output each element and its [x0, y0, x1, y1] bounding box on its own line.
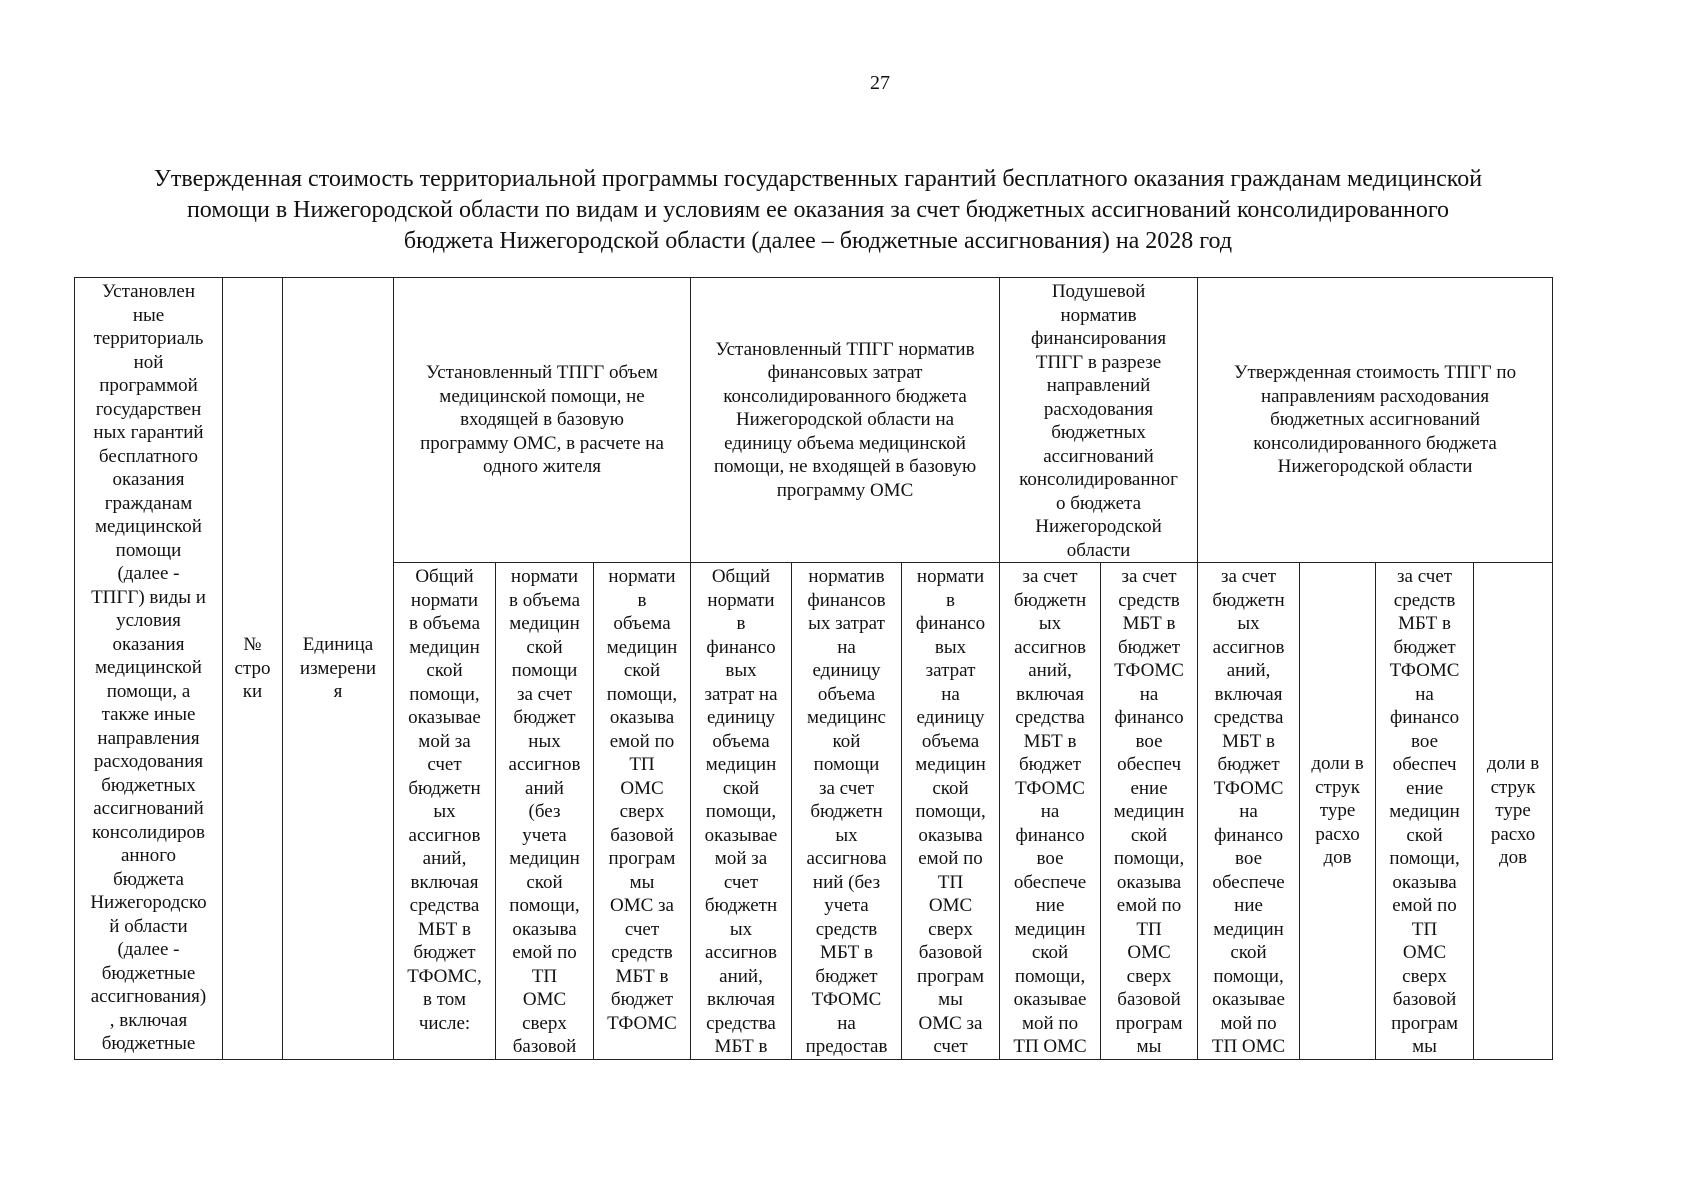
- title-line-3: бюджета Нижегородской области (далее – бюджетные ассигнования) на 2028 год: [403, 228, 1233, 254]
- header-row-number: № стро ки: [223, 278, 283, 1060]
- header-unit: Единица измерени я: [283, 278, 394, 1060]
- header-group-cost: Утвержденная стоимость ТПГГ по направлениям расходования бюджетных ассигнований консолидированного бюджета Нижегородской области: [1198, 278, 1553, 563]
- header-group-norm: Установленный ТПГГ норматив финансовых затрат консолидированного бюджета Нижегородской области на единицу объема медицинской помощи, не входящей в базовую программу ОМС: [691, 278, 1000, 563]
- subheader-cell: за счет средств МБТ в бюджет ТФОМС на финансо вое обеспеч ение медицин ской помощи, оказыва емой по ТП ОМС сверх базовой програм мы: [1101, 563, 1198, 1060]
- subheader-cell: Общий нормати в объема медицин ской помощи, оказывае мой за счет бюджетн ых ассигнов аний, включая средства МБТ в бюджет ТФОМС, в том числе:: [394, 563, 496, 1060]
- budget-table: [74, 277, 1553, 1060]
- header-service-types: Установлен ные территориаль ной программой государствен ных гарантий бесплатного оказания гражданам медицинской помощи (далее - ТПГГ) виды и условия оказания медицинской помощи, а также иные направления расходования бюджетных ассигнований консолидиров анного бюджета Нижегородско й области (далее - бюджетные ассигнования) , включая бюджетные: [75, 278, 223, 1060]
- subheader-cell: нормати в объема медицин ской помощи за счет бюджет ных ассигнов аний (без учета медицин ской помощи, оказыва емой по ТП ОМС сверх базовой: [496, 563, 594, 1060]
- subheader-cell: нормати в финансо вых затрат на единицу объема медицин ской помощи, оказыва емой по ТП ОМС сверх базовой програм мы ОМС за счет: [902, 563, 1000, 1060]
- header-group-volume: Установленный ТПГГ объем медицинской помощи, не входящей в базовую программу ОМС, в расчете на одного жителя: [394, 278, 691, 563]
- page-title: [88, 164, 1548, 257]
- subheader-cell: за счет бюджетн ых ассигнов аний, включая средства МБТ в бюджет ТФОМС на финансо вое обеспече ние медицин ской помощи, оказывае мой по ТП ОМС: [1198, 563, 1300, 1060]
- subheader-cell: за счет бюджетн ых ассигнов аний, включая средства МБТ в бюджет ТФОМС на финансо вое обеспече ние медицин ской помощи, оказывае мой по ТП ОМС: [1000, 563, 1101, 1060]
- page-number: 27: [870, 72, 890, 94]
- header-group-per-capita: Подушевой норматив финансирования ТПГГ в разрезе направлений расходования бюджетных ассигнований консолидированног о бюджета Нижегородской области: [1000, 278, 1198, 563]
- title-line-1: Утвержденная стоимость территориальной программы государственных гарантий бесплатного оказания гражданам медицинской: [153, 166, 1483, 192]
- subheader-cell: нормати в объема медицин ской помощи, оказыва емой по ТП ОМС сверх базовой програм мы ОМС за счет средств МБТ в бюджет ТФОМС: [594, 563, 691, 1060]
- subheader-cell-share: доли в струк туре расхо дов: [1474, 563, 1553, 1060]
- subheader-cell: норматив финансов ых затрат на единицу объема медицинс кой помощи за счет бюджетн ых ассигнова ний (без учета средств МБТ в бюджет ТФОМС на предостав: [792, 563, 902, 1060]
- subheader-cell: Общий нормати в финансо вых затрат на единицу объема медицин ской помощи, оказывае мой за счет бюджетн ых ассигнов аний, включая средства МБТ в: [691, 563, 792, 1060]
- subheader-cell: за счет средств МБТ в бюджет ТФОМС на финансо вое обеспеч ение медицин ской помощи, оказыва емой по ТП ОМС сверх базовой програм мы: [1376, 563, 1474, 1060]
- title-line-2: помощи в Нижегородской области по видам и условиям ее оказания за счет бюджетных ассигнований консолидированного: [186, 197, 1450, 223]
- subheader-cell-share: доли в струк туре расхо дов: [1300, 563, 1376, 1060]
